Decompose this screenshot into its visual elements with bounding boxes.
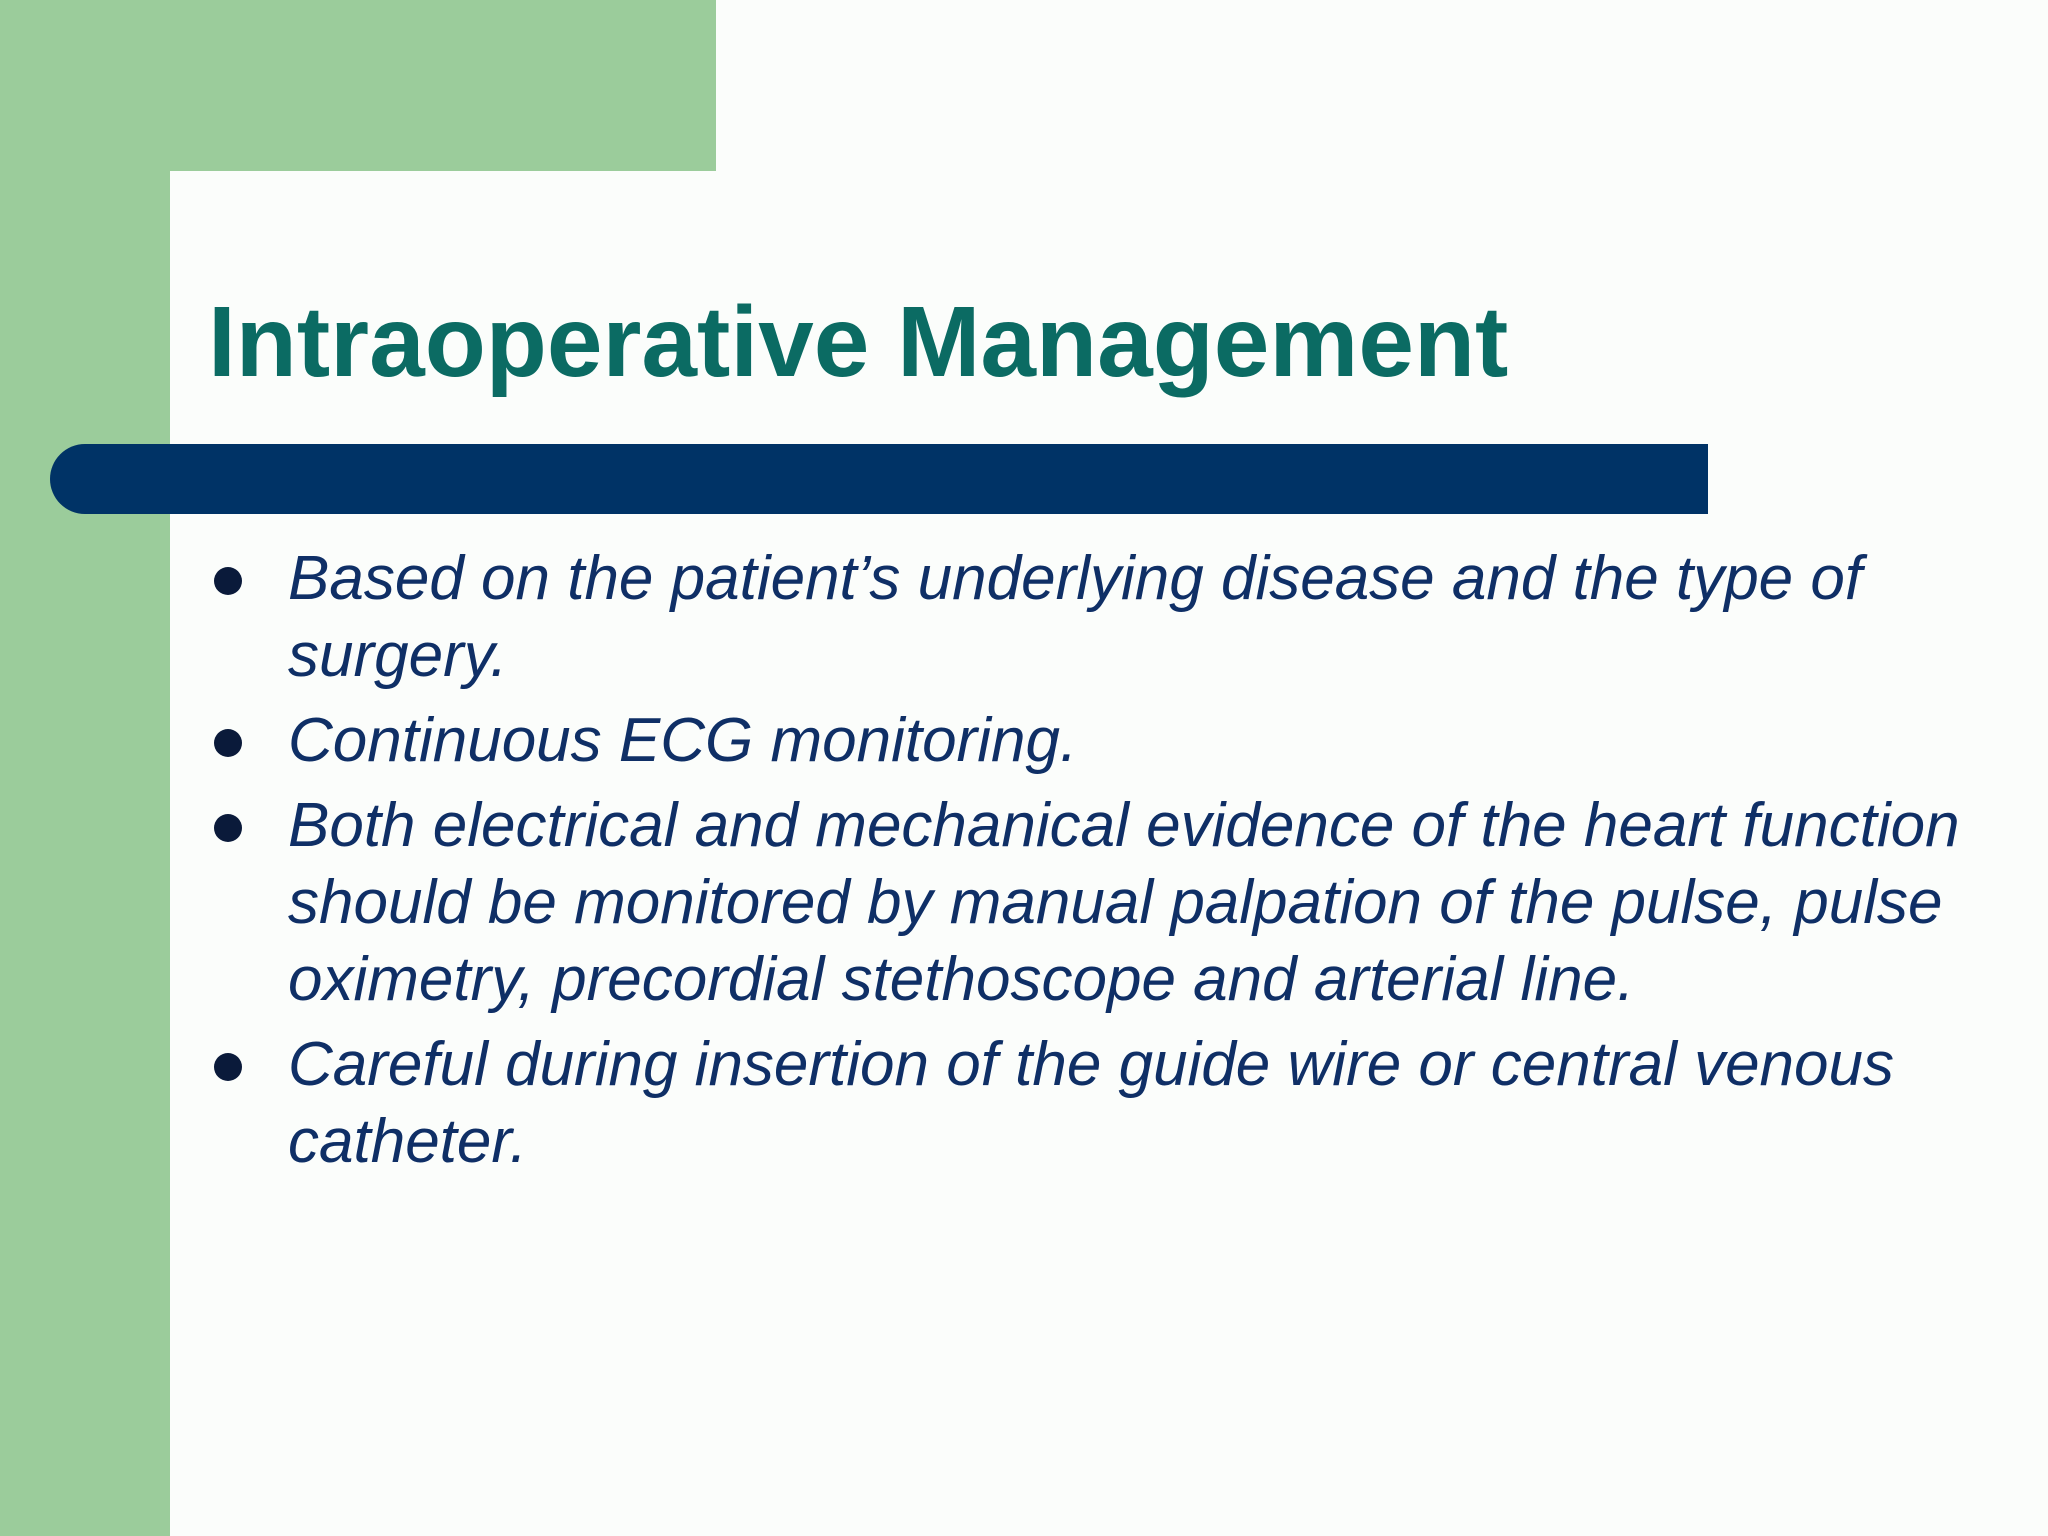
bullet-dot-icon bbox=[214, 814, 242, 842]
bullet-list bbox=[0, 540, 2048, 1188]
title-underline-bar bbox=[50, 444, 1708, 514]
slide-title: Intraoperative Management bbox=[208, 286, 1509, 398]
green-top-band bbox=[0, 0, 716, 171]
bullet-text: Both electrical and mechanical evidence of the heart function should be monitored by manual palpation of the pulse, pulse oximetry, precordial stethoscope and arterial line. bbox=[288, 791, 1960, 1014]
bullet-dot-icon bbox=[214, 567, 242, 595]
bullet-dot-icon bbox=[214, 1053, 242, 1081]
bullet-text: Based on the patient’s underlying disease and the type of surgery. bbox=[288, 544, 1863, 690]
bullet-item bbox=[0, 1026, 2048, 1180]
bullet-text: Careful during insertion of the guide wire or central venous catheter. bbox=[288, 1030, 1895, 1176]
bullet-dot-icon bbox=[214, 729, 242, 757]
bullet-item bbox=[0, 702, 2048, 779]
bullet-item bbox=[0, 787, 2048, 1018]
bullet-text: Continuous ECG monitoring. bbox=[288, 706, 1078, 775]
bullet-item bbox=[0, 540, 2048, 694]
